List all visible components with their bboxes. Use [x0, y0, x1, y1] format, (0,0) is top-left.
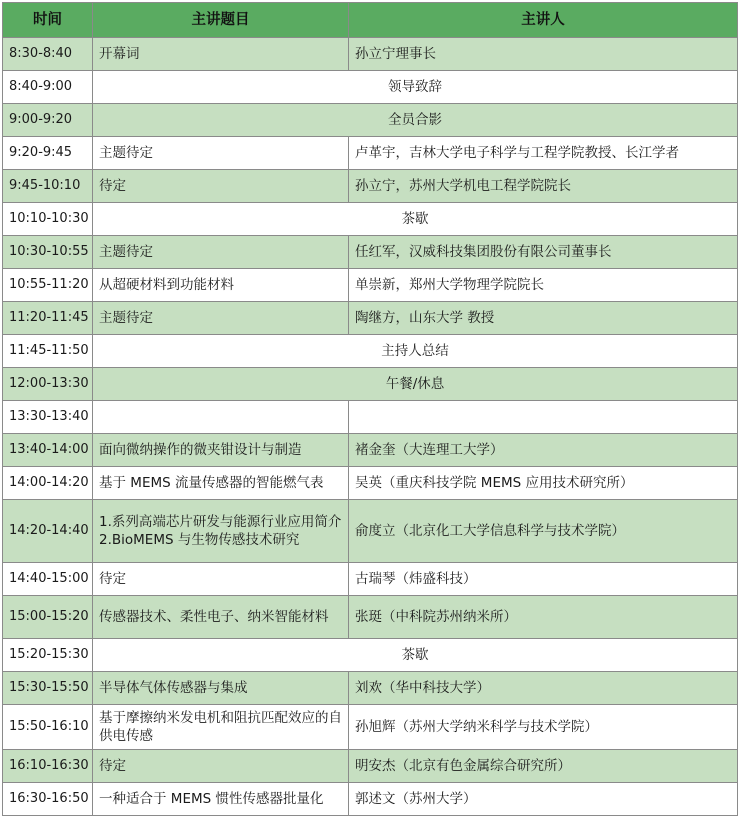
time-cell: 10:10-10:30	[3, 203, 93, 236]
time-cell: 16:10-16:30	[3, 750, 93, 783]
table-row	[3, 335, 738, 368]
table-row	[3, 672, 738, 705]
schedule-container	[2, 2, 738, 816]
session-cell: 主持人总结	[93, 335, 738, 368]
session-cell: 领导致辞	[93, 71, 738, 104]
time-cell: 8:40-9:00	[3, 71, 93, 104]
time-cell: 14:00-14:20	[3, 467, 93, 500]
table-row	[3, 236, 738, 269]
topic-cell: 半导体气体传感器与集成	[93, 672, 349, 705]
table-row	[3, 38, 738, 71]
topic-cell	[93, 401, 349, 434]
speaker-cell: 陶继方，山东大学 教授	[349, 302, 738, 335]
time-cell: 14:40-15:00	[3, 563, 93, 596]
time-cell: 16:30-16:50	[3, 783, 93, 816]
topic-cell: 1.系列高端芯片研发与能源行业应用简介 2.BioMEMS 与生物传感技术研究	[93, 500, 349, 563]
speaker-cell: 孙旭辉（苏州大学纳米科学与技术学院）	[349, 705, 738, 750]
time-cell: 9:20-9:45	[3, 137, 93, 170]
time-cell: 15:50-16:10	[3, 705, 93, 750]
time-cell: 15:00-15:20	[3, 596, 93, 639]
table-row	[3, 639, 738, 672]
topic-cell: 传感器技术、柔性电子、纳米智能材料	[93, 596, 349, 639]
time-cell: 11:45-11:50	[3, 335, 93, 368]
table-row	[3, 750, 738, 783]
time-cell: 9:45-10:10	[3, 170, 93, 203]
speaker-cell: 张珽（中科院苏州纳米所）	[349, 596, 738, 639]
time-cell: 13:30-13:40	[3, 401, 93, 434]
speaker-cell: 卢革宇，吉林大学电子科学与工程学院教授、长江学者	[349, 137, 738, 170]
speaker-cell: 单崇新，郑州大学物理学院院长	[349, 269, 738, 302]
time-cell: 12:00-13:30	[3, 368, 93, 401]
table-row	[3, 783, 738, 816]
table-row	[3, 137, 738, 170]
time-cell: 10:30-10:55	[3, 236, 93, 269]
speaker-cell: 孙立宁，苏州大学机电工程学院院长	[349, 170, 738, 203]
topic-cell: 面向微纳操作的微夹钳设计与制造	[93, 434, 349, 467]
session-cell: 午餐/休息	[93, 368, 738, 401]
topic-cell: 待定	[93, 750, 349, 783]
session-cell: 全员合影	[93, 104, 738, 137]
session-cell: 茶歇	[93, 639, 738, 672]
topic-cell: 基于摩擦纳米发电机和阻抗匹配效应的自供电传感	[93, 705, 349, 750]
speaker-cell: 俞度立（北京化工大学信息科学与技术学院）	[349, 500, 738, 563]
header-topic: 主讲题目	[93, 3, 349, 38]
time-cell: 9:00-9:20	[3, 104, 93, 137]
time-cell: 15:30-15:50	[3, 672, 93, 705]
time-cell: 8:30-8:40	[3, 38, 93, 71]
time-cell: 11:20-11:45	[3, 302, 93, 335]
speaker-cell	[349, 401, 738, 434]
topic-cell: 主题待定	[93, 302, 349, 335]
table-row	[3, 368, 738, 401]
speaker-cell: 刘欢（华中科技大学）	[349, 672, 738, 705]
header-time: 时间	[3, 3, 93, 38]
table-row	[3, 269, 738, 302]
topic-cell: 主题待定	[93, 137, 349, 170]
time-cell: 10:55-11:20	[3, 269, 93, 302]
topic-cell: 待定	[93, 170, 349, 203]
topic-cell: 待定	[93, 563, 349, 596]
session-cell: 茶歇	[93, 203, 738, 236]
table-row	[3, 71, 738, 104]
table-row	[3, 104, 738, 137]
speaker-cell: 古瑞琴（炜盛科技）	[349, 563, 738, 596]
table-row	[3, 500, 738, 563]
topic-cell: 从超硬材料到功能材料	[93, 269, 349, 302]
table-row	[3, 467, 738, 500]
time-cell: 13:40-14:00	[3, 434, 93, 467]
header-speaker: 主讲人	[349, 3, 738, 38]
topic-cell: 一种适合于 MEMS 惯性传感器批量化	[93, 783, 349, 816]
time-cell: 15:20-15:30	[3, 639, 93, 672]
table-row	[3, 170, 738, 203]
table-row	[3, 563, 738, 596]
table-row	[3, 302, 738, 335]
table-row	[3, 203, 738, 236]
time-cell: 14:20-14:40	[3, 500, 93, 563]
topic-cell: 主题待定	[93, 236, 349, 269]
speaker-cell: 郭述文（苏州大学）	[349, 783, 738, 816]
speaker-cell: 吴英（重庆科技学院 MEMS 应用技术研究所）	[349, 467, 738, 500]
speaker-cell: 任红军，汉威科技集团股份有限公司董事长	[349, 236, 738, 269]
table-row	[3, 434, 738, 467]
speaker-cell: 褚金奎（大连理工大学）	[349, 434, 738, 467]
speaker-cell: 明安杰（北京有色金属综合研究所）	[349, 750, 738, 783]
schedule-table	[2, 2, 738, 816]
topic-cell: 基于 MEMS 流量传感器的智能燃气表	[93, 467, 349, 500]
table-row	[3, 705, 738, 750]
topic-cell: 开幕词	[93, 38, 349, 71]
table-row	[3, 596, 738, 639]
speaker-cell: 孙立宁理事长	[349, 38, 738, 71]
table-row	[3, 401, 738, 434]
header-row	[3, 3, 738, 38]
